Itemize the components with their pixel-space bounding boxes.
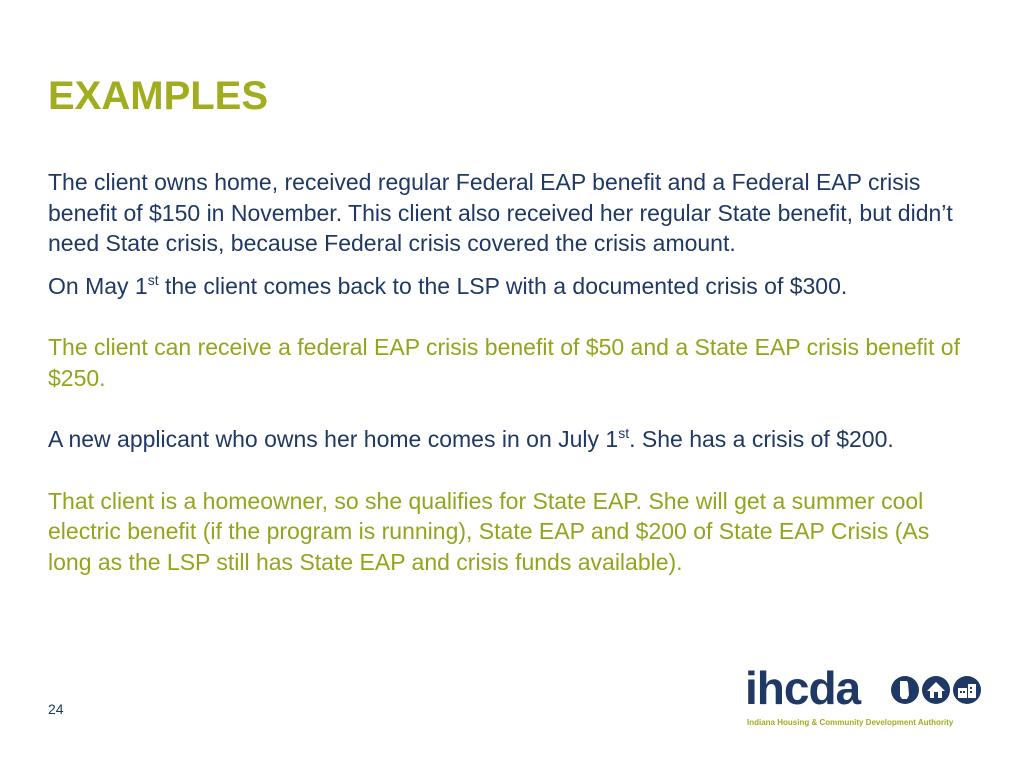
indiana-state-icon bbox=[891, 676, 919, 704]
logo-icons bbox=[890, 674, 982, 706]
paragraph-july-applicant-after: . She has a crisis of $200. bbox=[629, 426, 894, 452]
paragraph-federal-example: The client owns home, received regular Federal EAP benefit and a Federal EAP crisis benefit of $150 in November. This client also received her regular State benefit, but didn’t need State crisis, because Federal crisis covered the crisis amount. bbox=[48, 169, 953, 256]
logo-wordmark: ihcda bbox=[745, 662, 861, 714]
paragraph-may-crisis-before: On May 1 bbox=[48, 272, 148, 299]
slide-body bbox=[48, 167, 978, 577]
paragraph-july-answer: That client is a homeowner, so she qualifies for State EAP. She will get a summer cool electric benefit (if the program is running), State EAP and $200 of State EAP Crisis (As long as the LSP still has State EAP and crisis funds available). bbox=[48, 487, 930, 575]
house-icon bbox=[922, 676, 950, 704]
paragraph-july-applicant-before: A new applicant who owns her home comes in on July 1 bbox=[48, 426, 619, 452]
ordinal-suffix: st bbox=[618, 425, 630, 441]
ihcda-logo bbox=[745, 662, 985, 734]
paragraph-may-crisis-after: the client comes back to the LSP with a documented crisis of $300. bbox=[158, 272, 848, 299]
paragraph-may-answer: The client can receive a federal EAP crisis benefit of $50 and a State EAP crisis benefit of $250. bbox=[48, 334, 960, 391]
community-icon bbox=[953, 676, 981, 704]
logo-tagline: Indiana Housing & Community Development Authority bbox=[747, 718, 954, 727]
page-number: 24 bbox=[48, 701, 64, 717]
paragraph-july-applicant bbox=[48, 424, 978, 455]
ordinal-suffix: st bbox=[147, 271, 159, 288]
slide-title: EXAMPLES bbox=[48, 74, 269, 118]
paragraph-may-crisis bbox=[48, 271, 978, 302]
